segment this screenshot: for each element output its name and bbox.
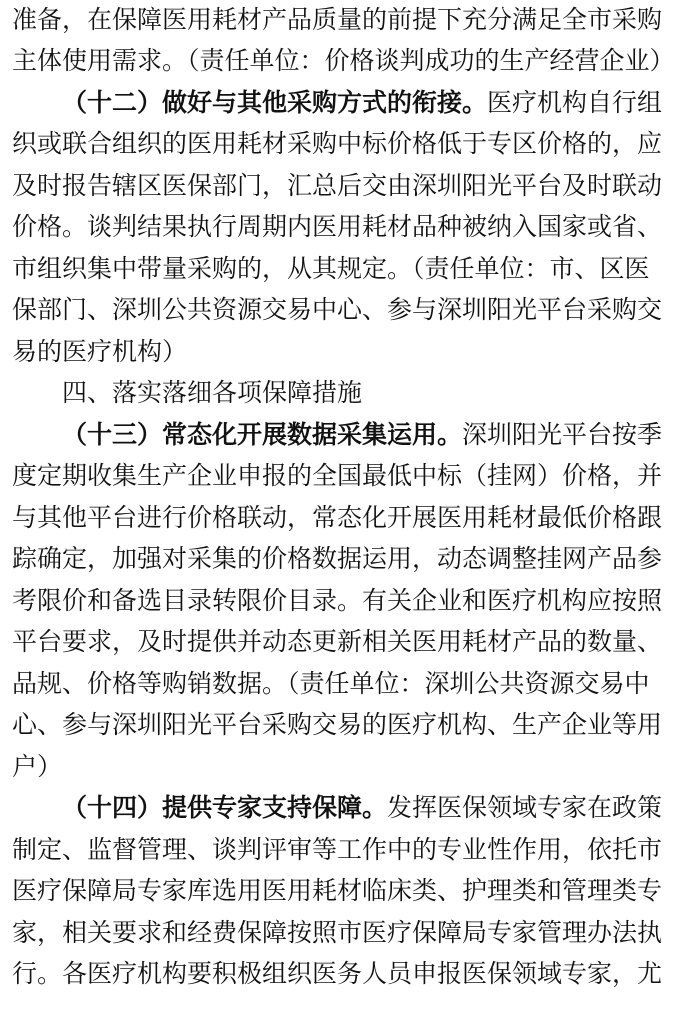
text-line: 准备，在保障医用耗材产品质量的前提下充分满足全市采购 bbox=[12, 5, 663, 34]
paragraph-14-title: （十四）提供专家支持保障。 bbox=[62, 793, 388, 822]
text-line: 易的医疗机构） bbox=[12, 337, 188, 366]
text-line: 与其他平台进行价格联动，常态化开展医用耗材最低价格跟 bbox=[12, 503, 663, 532]
paragraph-12-text: 医疗机构自行组 bbox=[487, 88, 663, 117]
paragraph-14-text: 发挥医保领域专家在政策 bbox=[387, 793, 663, 822]
text-line: 品规、价格等购销数据。（责任单位：深圳公共资源交易中 bbox=[12, 669, 650, 698]
text-line: 医疗保障局专家库选用医用耗材临床类、护理类和管理类专 bbox=[12, 876, 663, 905]
text-line: 户） bbox=[12, 752, 63, 781]
paragraph-13-text: 深圳阳光平台按季 bbox=[462, 420, 663, 449]
section-4-heading: 四、落实落细各项保障措施 bbox=[62, 378, 363, 407]
text-line: 及时报告辖区医保部门，汇总后交由深圳阳光平台及时联动 bbox=[12, 171, 663, 200]
text-line: 心、参与深圳阳光平台采购交易的医疗机构、生产企业等用 bbox=[12, 710, 663, 739]
text-line: 踪确定，加强对采集的价格数据运用，动态调整挂网产品参 bbox=[12, 544, 663, 573]
paragraph-13-title: （十三）常态化开展数据采集运用。 bbox=[62, 420, 463, 449]
paragraph-12-first-line bbox=[62, 87, 663, 119]
text-line: 度定期收集生产企业申报的全国最低中标（挂网）价格，并 bbox=[12, 461, 663, 490]
text-line: 市组织集中带量采购的，从其规定。（责任单位：市、区医 bbox=[12, 254, 650, 283]
text-line: 织或联合组织的医用耗材采购中标价格低于专区价格的，应 bbox=[12, 129, 663, 158]
text-line: 行。各医疗机构要积极组织医务人员申报医保领域专家，尤 bbox=[12, 959, 663, 988]
paragraph-14-first-line bbox=[62, 792, 663, 824]
text-line: 平台要求，及时提供并动态更新相关医用耗材产品的数量、 bbox=[12, 627, 663, 656]
paragraph-12-title: （十二）做好与其他采购方式的衔接。 bbox=[62, 88, 488, 117]
text-line: 家，相关要求和经费保障按照市医疗保障局专家管理办法执 bbox=[12, 918, 663, 947]
text-line: 考限价和备选目录转限价目录。有关企业和医疗机构应按照 bbox=[12, 586, 663, 615]
text-line: 保部门、深圳公共资源交易中心、参与深圳阳光平台采购交 bbox=[12, 295, 663, 324]
text-line: 制定、监督管理、谈判评审等工作中的专业性作用，依托市 bbox=[12, 835, 663, 864]
paragraph-13-first-line bbox=[62, 419, 663, 451]
text-line: 价格。谈判结果执行周期内医用耗材品种被纳入国家或省、 bbox=[12, 212, 663, 241]
text-line: 主体使用需求。（责任单位：价格谈判成功的生产经营企业） bbox=[12, 46, 675, 75]
